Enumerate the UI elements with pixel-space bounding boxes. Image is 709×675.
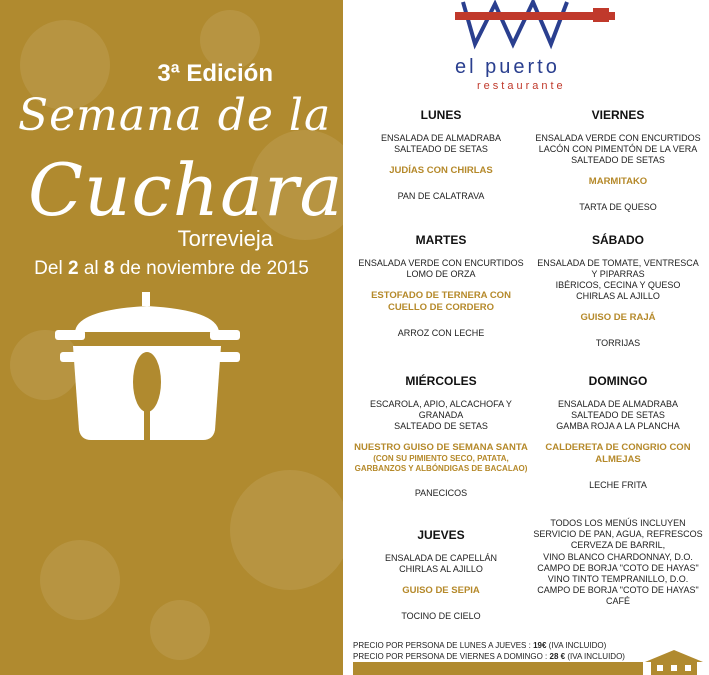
day-special: MARMITAKO xyxy=(588,176,648,187)
day-heading: JUEVES xyxy=(417,528,465,542)
menu-panel xyxy=(343,0,709,675)
weekend-price: PRECIO POR PERSONA DE VIERNES A DOMINGO : 28 € (IVA INCLUIDO) xyxy=(353,652,625,661)
edition-label: 3ª Edición xyxy=(157,60,273,87)
day-special: JUDÍAS CON CHIRLAS xyxy=(389,165,493,176)
event-dates: Del 2 al 8 de noviembre de 2015 xyxy=(34,258,309,279)
city-label: Torrevieja xyxy=(177,226,273,251)
footer-bar xyxy=(353,662,643,675)
logo-subtext: restaurante xyxy=(477,80,566,92)
menu-day-lunes: LUNES ENSALADA DE ALMADRABA SALTEADO DE SETAS JUDÍAS CON CHIRLAS PAN DE CALATRAVA xyxy=(353,110,529,202)
price-info xyxy=(353,640,625,662)
day-special: ESTOFADO DE TERNERA CON xyxy=(371,290,511,301)
poster-panel xyxy=(0,0,343,675)
day-special: GUISO DE SEPIA xyxy=(402,585,480,596)
day-heading: MIÉRCOLES xyxy=(405,374,477,388)
day-heading: VIERNES xyxy=(591,108,645,122)
pot-with-spoon-icon xyxy=(55,290,245,450)
menu-day-sabado: SÁBADO ENSALADA DE TOMATE, VENTRESCA Y PIPARRAS IBÉRICOS, CECINA Y QUESO CHIRLAS AL AJILLO GUISO DE RAJÁ TORRIJAS xyxy=(530,235,706,349)
day-dessert: PAN DE CALATRAVA xyxy=(397,191,485,201)
day-special: GUISO DE RAJÁ xyxy=(580,312,656,323)
day-heading: LUNES xyxy=(420,108,462,122)
menu-includes: TODOS LOS MENÚS INCLUYEN SERVICIO DE PAN, AGUA, REFRESCOS CERVEZA DE BARRIL, VINO BLANCO CHARDONNAY, D.O. CAMPO DE BORJA "COTO DE HAYAS" VINO TINTO TEMPRANILLO, D.O. CAMPO DE BORJA "COTO DE HAYAS" CAFÉ xyxy=(533,518,703,607)
day-dessert: TARTA DE QUESO xyxy=(579,202,657,212)
day-dessert: TORRIJAS xyxy=(595,338,641,348)
day-heading: SÁBADO xyxy=(591,233,644,247)
restaurant-logo-icon xyxy=(455,0,615,52)
menu-day-miercoles: MIÉRCOLES ESCAROLA, APIO, ALCACHOFA Y GRANADA SALTEADO DE SETAS NUESTRO GUISO DE SEMANA SANTA (CON SU PIMIENTO SECO, PATATA, GARBANZOS Y ALBÓNDIGAS DE BACALAO) PANECICOS xyxy=(354,374,528,498)
menu-day-domingo: DOMINGO ENSALADA DE ALMADRABA SALTEADO DE SETAS GAMBA ROJA A LA PLANCHA CALDERETA DE CONGRIO CON ALMEJAS LECHE FRITA xyxy=(530,376,706,491)
day-special: NUESTRO GUISO DE SEMANA SANTA xyxy=(354,442,528,453)
day-heading: MARTES xyxy=(415,233,467,247)
menu-day-jueves: JUEVES ENSALADA DE CAPELLÁN CHIRLAS AL AJILLO GUISO DE SEPIA TOCINO DE CIELO xyxy=(353,530,529,622)
menu-day-martes: MARTES ENSALADA VERDE CON ENCURTIDOS LOMO DE ORZA ESTOFADO DE TERNERA CON CUELLO DE CORDERO ARROZ CON LECHE xyxy=(353,235,529,339)
menu-day-viernes: VIERNES ENSALADA VERDE CON ENCURTIDOS LACÓN CON PIMENTÓN DE LA VERA SALTEADO DE SETAS MARMITAKO TARTA DE QUESO xyxy=(530,110,706,213)
logo-text: el puerto xyxy=(455,56,560,78)
day-dessert: ARROZ CON LECHE xyxy=(397,328,485,338)
day-dessert: TOCINO DE CIELO xyxy=(401,611,481,621)
house-icon xyxy=(641,648,707,675)
day-dessert: PANECICOS xyxy=(414,488,468,498)
day-heading: DOMINGO xyxy=(588,374,648,388)
day-dessert: LECHE FRITA xyxy=(589,480,647,490)
day-special: CALDERETA DE CONGRIO CON xyxy=(545,442,691,453)
event-title-line2: Cuchara xyxy=(28,148,343,232)
weekday-price: PRECIO POR PERSONA DE LUNES A JUEVES : 19€ (IVA INCLUIDO) xyxy=(353,641,607,650)
event-title-line1: Semana de la xyxy=(18,90,332,141)
